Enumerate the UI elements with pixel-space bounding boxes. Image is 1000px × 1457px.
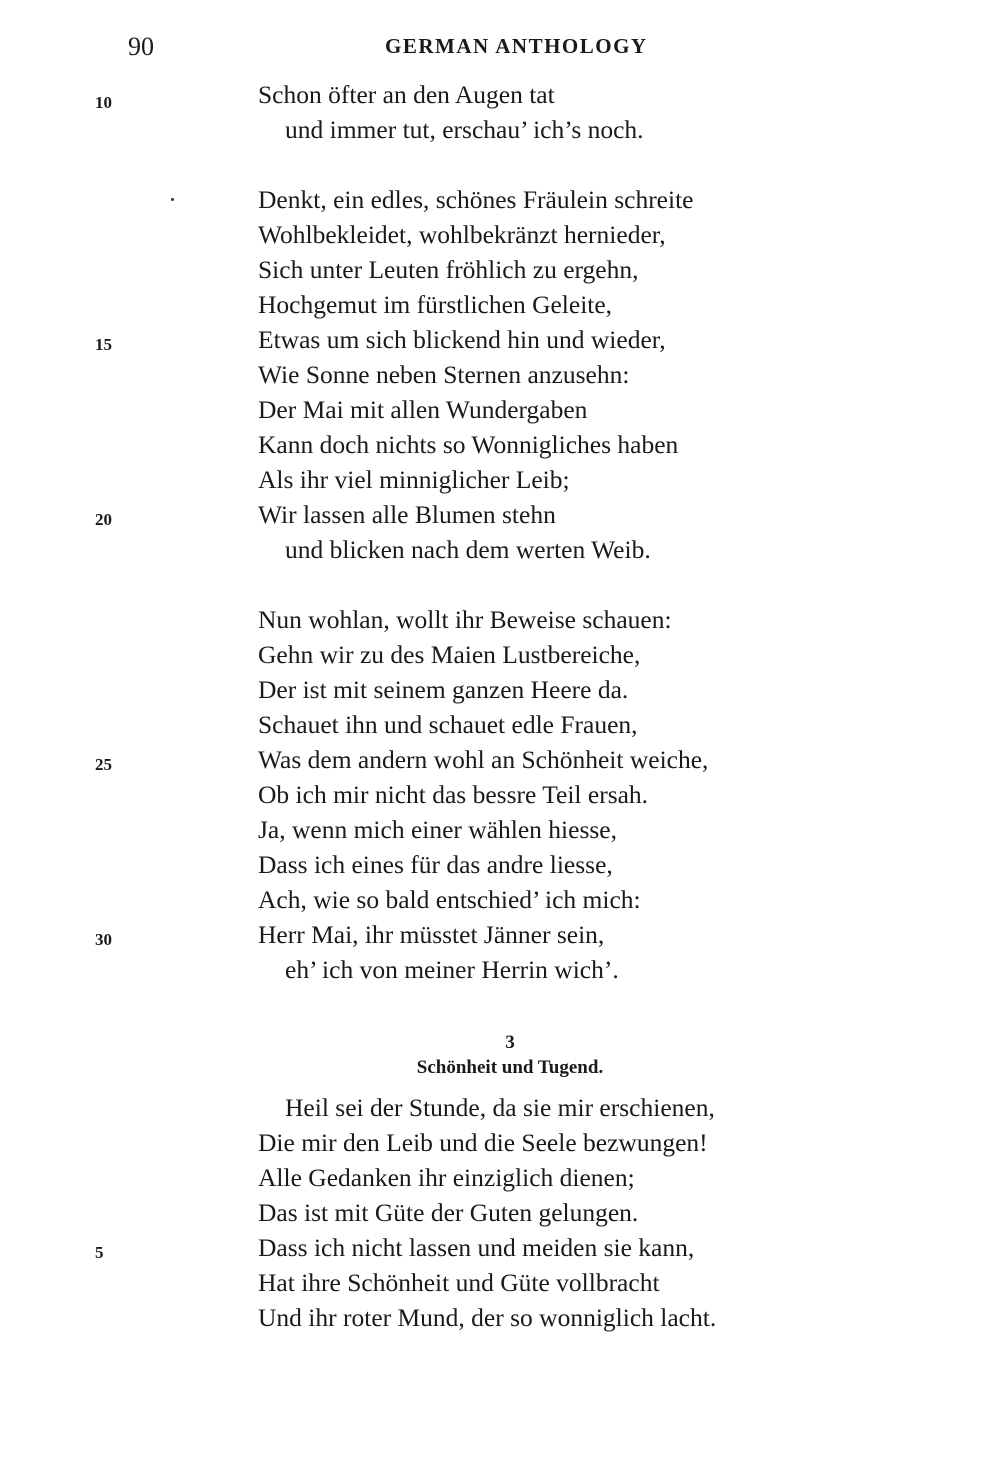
poem-line: Herr Mai, ihr müsstet Jänner sein, (258, 920, 605, 949)
poem-line: Hat ihre Schönheit und Güte vollbracht (258, 1268, 660, 1297)
poem-line: Als ihr viel minniglicher Leib; (258, 465, 570, 494)
poem-line: Wie Sonne neben Sternen anzusehn: (258, 360, 630, 389)
poem-line: Schon öfter an den Augen tat (258, 80, 555, 109)
line-number: 25 (95, 755, 112, 774)
poem-line: Schauet ihn und schauet edle Frauen, (258, 710, 638, 739)
poem-line: Etwas um sich blickend hin und wieder, (258, 325, 666, 354)
poem-line: und immer tut, erschau’ ich’s noch. (285, 115, 644, 144)
poem-line: Denkt, ein edles, schönes Fräulein schreite (258, 185, 694, 214)
poem-line: Hochgemut im fürstlichen Geleite, (258, 290, 613, 319)
poem-number: 3 (505, 1032, 515, 1053)
poem-line: Dass ich eines für das andre liesse, (258, 850, 613, 879)
poem-line: Ach, wie so bald entschied’ ich mich: (258, 885, 641, 914)
poem-line: Was dem andern wohl an Schönheit weiche, (258, 745, 709, 774)
poem-line: Der ist mit seinem ganzen Heere da. (258, 675, 629, 704)
line-number: 30 (95, 930, 112, 949)
page-number: 90 (128, 32, 154, 61)
poem-line: Alle Gedanken ihr einziglich dienen; (258, 1163, 635, 1192)
poem-line: Wir lassen alle Blumen stehn (258, 500, 556, 529)
poem-line: eh’ ich von meiner Herrin wich’. (285, 955, 619, 984)
line-number: 15 (95, 335, 112, 354)
poem-line: Heil sei der Stunde, da sie mir erschienen, (285, 1093, 715, 1122)
poem-title: Schönheit und Tugend. (416, 1057, 604, 1078)
poem-line: Das ist mit Güte der Guten gelungen. (258, 1198, 639, 1227)
poem-line: Ob ich mir nicht das bessre Teil ersah. (258, 780, 649, 809)
poem-line: Die mir den Leib und die Seele bezwungen! (258, 1128, 708, 1157)
line-number: 5 (95, 1243, 104, 1262)
line-number: 20 (95, 510, 112, 529)
poem-line: Wohlbekleidet, wohlbekränzt hernieder, (258, 220, 666, 249)
poem-line: Kann doch nichts so Wonnigliches haben (258, 430, 679, 459)
poem-line: Nun wohlan, wollt ihr Beweise schauen: (258, 605, 672, 634)
running-head: GERMAN ANTHOLOGY (385, 34, 648, 58)
poem-line: und blicken nach dem werten Weib. (285, 535, 651, 564)
poem-line: Gehn wir zu des Maien Lustbereiche, (258, 640, 641, 669)
poem-line: Und ihr roter Mund, der so wonniglich lacht. (258, 1303, 717, 1332)
poem-line: Sich unter Leuten fröhlich zu ergehn, (258, 255, 639, 284)
line-number: 10 (95, 93, 112, 112)
poem-line: Ja, wenn mich einer wählen hiesse, (258, 815, 618, 844)
poem-line: Dass ich nicht lassen und meiden sie kann, (258, 1233, 695, 1262)
stray-mark (171, 198, 174, 201)
poem-line: Der Mai mit allen Wundergaben (258, 395, 588, 424)
